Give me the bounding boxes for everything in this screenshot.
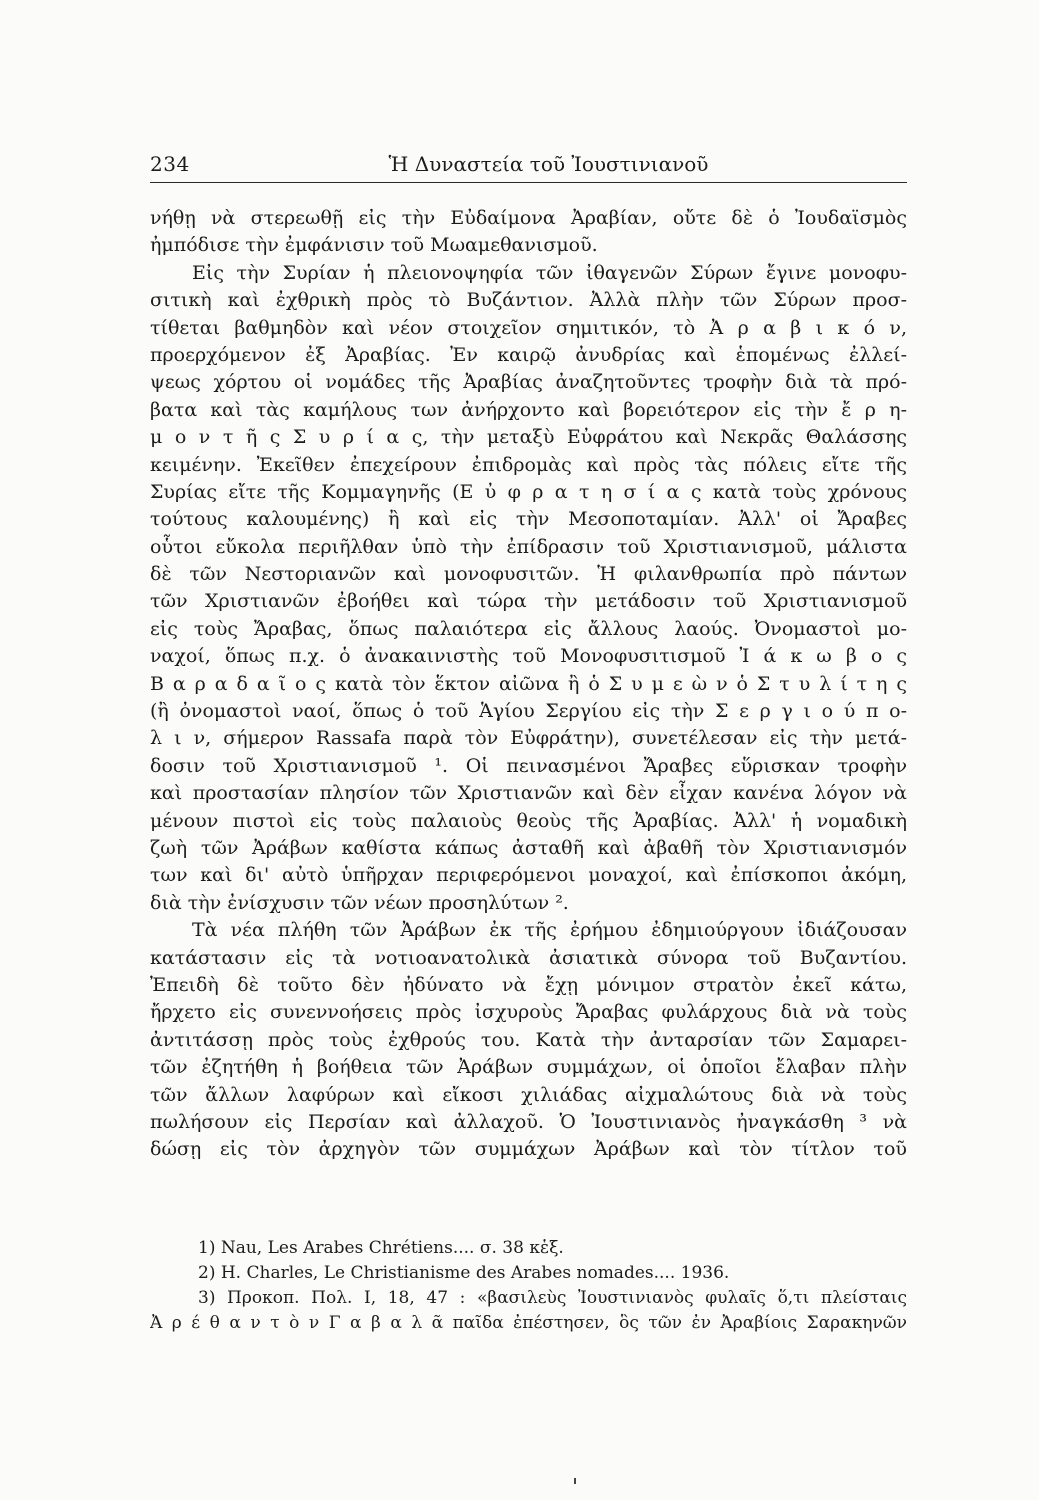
text-line: κατάστασιν εἰς τὰ νοτιοανατολικὰ ἀσιατικὰ σύνορα τοῦ Βυζαντίου. — [150, 946, 907, 969]
text-line: Συρίας εἴτε τῆς Κομμαγηνῆς (Ε ὐ φ ρ α τ η σ ί α ς κατὰ τοὺς χρόνους — [150, 480, 907, 503]
print-mark — [574, 1478, 576, 1484]
page-header — [150, 148, 907, 183]
text-line: μένουν πιστοὶ εἰς τοὺς παλαιοὺς θεοὺς τῆς Ἀραβίας. Ἀλλ' ἡ νομαδικὴ — [150, 809, 907, 832]
text-line: κειμένην. Ἐκεῖθεν ἐπεχείρουν ἐπιδρομὰς καὶ πρὸς τὰς πόλεις εἴτε τῆς — [150, 453, 907, 476]
text-line: Εἰς τὴν Συρίαν ἡ πλειονοψηφία τῶν ἰθαγενῶν Σύρων ἔγινε μονοφυ- — [192, 261, 907, 284]
text-line: των καὶ δι' αὐτὸ ὑπῆρχαν περιφερόμενοι μοναχοί, καὶ ἐπίσκοποι ἀκόμη, — [150, 864, 907, 887]
footnote: 1) Nau, Les Arabes Chrétiens.... σ. 38 κἑξ. — [198, 1238, 564, 1258]
text-line: ἠμπόδισε τὴν ἐμφάνισιν τοῦ Μωαμεθανισμοῦ. — [150, 234, 598, 257]
text-line: προερχόμενον ἐξ Ἀραβίας. Ἐν καιρῷ ἀνυδρίας καὶ ἑπομένως ἐλλεί- — [150, 343, 907, 366]
text-line: μ ο ν τ ῆ ς Σ υ ρ ί α ς, τὴν μεταξὺ Εὐφράτου καὶ Νεκρᾶς Θαλάσσης — [150, 426, 907, 449]
text-line: καὶ προστασίαν πλησίον τῶν Χριστιανῶν καὶ δὲν εἶχαν κανένα λόγον νὰ — [150, 782, 907, 805]
text-line: τῶν Χριστιανῶν ἐβοήθει καὶ τώρα τὴν μετάδοσιν τοῦ Χριστιανισμοῦ — [150, 590, 907, 613]
text-line: δὲ τῶν Νεστοριανῶν καὶ μονοφυσιτῶν. Ἡ φιλανθρωπία πρὸ πάντων — [150, 563, 907, 586]
footnote: 3) Προκοπ. Πολ. I, 18, 47 : «βασιλεὺς Ἰουστινιανὸς φυλαῖς ὅ,τι πλείσταις — [198, 1288, 907, 1308]
body-text — [150, 205, 907, 1164]
text-line: λ ι ν, σήμερον Rassafa παρὰ τὸν Εὐφράτην), συνετέλεσαν εἰς τὴν μετά- — [150, 727, 907, 750]
text-line: τῶν ἄλλων λαφύρων καὶ εἴκοσι χιλιάδας αἰχμαλώτους διὰ νὰ τοὺς — [150, 1083, 907, 1106]
text-line: σιτικὴ καὶ ἐχθρικὴ πρὸς τὸ Βυζάντιον. Ἀλλὰ πλὴν τῶν Σύρων προσ- — [150, 289, 907, 312]
text-line: οὗτοι εὔκολα περιῆλθαν ὑπὸ τὴν ἐπίδρασιν τοῦ Χριστιανισμοῦ, μάλιστα — [150, 535, 907, 558]
text-line: ψεως χόρτου οἱ νομάδες τῆς Ἀραβίας ἀναζητοῦντες τροφὴν διὰ τὰ πρό- — [150, 371, 907, 394]
page-number: 234 — [150, 152, 190, 176]
text-line: τούτους καλουμένης) ἢ καὶ εἰς τὴν Μεσοποταμίαν. Ἀλλ' οἱ Ἄραβες — [150, 508, 907, 531]
footnote: Ἀ ρ έ θ α ν τ ὸ ν Γ α β α λ ᾶ παῖδα ἐπέστησεν, ὃς τῶν ἐν Ἀραβίοις Σαρακηνῶν — [150, 1313, 907, 1333]
text-line: ἀντιτάσσῃ πρὸς τοὺς ἐχθρούς του. Κατὰ τὴν ἀνταρσίαν τῶν Σαμαρει- — [150, 1028, 907, 1051]
text-line: Τὰ νέα πλήθη τῶν Ἀράβων ἐκ τῆς ἐρήμου ἐδημιούργουν ἰδιάζουσαν — [192, 919, 907, 942]
text-line: δοσιν τοῦ Χριστιανισμοῦ ¹. Οἱ πεινασμένοι Ἄραβες εὕρισκαν τροφὴν — [150, 754, 907, 777]
text-line: πωλήσουν εἰς Περσίαν καὶ ἀλλαχοῦ. Ὁ Ἰουστινιανὸς ἠναγκάσθη ³ νὰ — [150, 1110, 907, 1133]
text-line: δώσῃ εἰς τὸν ἀρχηγὸν τῶν συμμάχων Ἀράβων καὶ τὸν τίτλον τοῦ — [150, 1138, 907, 1161]
text-line: ναχοί, ὅπως π.χ. ὁ ἀνακαινιστὴς τοῦ Μονοφυσιτισμοῦ Ἰ ά κ ω β ο ς — [150, 645, 907, 668]
text-line: τῶν ἐζητήθη ἡ βοήθεια τῶν Ἀράβων συμμάχων, οἱ ὁποῖοι ἔλαβαν πλὴν — [150, 1056, 907, 1079]
footnote: 2) H. Charles, Le Christianisme des Arabes nomades.... 1936. — [198, 1263, 730, 1283]
text-line: ἤρχετο εἰς συνεννοήσεις πρὸς ἰσχυροὺς Ἄραβας φυλάρχους διὰ νὰ τοὺς — [150, 1001, 907, 1024]
text-line: Β α ρ α δ α ῖ ο ς κατὰ τὸν ἕκτον αἰῶνα ἢ ὁ Σ υ μ ε ὼ ν ὁ Σ τ υ λ ί τ η ς — [150, 672, 907, 695]
footnotes — [150, 1236, 907, 1336]
text-line: διὰ τὴν ἐνίσχυσιν τῶν νέων προσηλύτων ². — [150, 891, 569, 914]
text-line: ζωὴ τῶν Ἀράβων καθίστα κάπως ἀσταθῆ καὶ ἀβαθῆ τὸν Χριστιανισμόν — [150, 836, 907, 859]
running-title: Ἡ Δυναστεία τοῦ Ἰουστινιανοῦ — [388, 152, 709, 176]
text-line: εἰς τοὺς Ἄραβας, ὅπως παλαιότερα εἰς ἄλλους λαούς. Ὀνομαστοὶ μο- — [150, 617, 907, 640]
text-line: (ἢ ὀνομαστοὶ ναοί, ὅπως ὁ τοῦ Ἁγίου Σεργίου εἰς τὴν Σ ε ρ γ ι ο ύ π ο- — [150, 700, 907, 723]
text-line: τίθεται βαθμηδὸν καὶ νέον στοιχεῖον σημιτικόν, τὸ Ἀ ρ α β ι κ ό ν, — [150, 316, 907, 339]
text-line: νήθῃ νὰ στερεωθῇ εἰς τὴν Εὐδαίμονα Ἀραβίαν, οὔτε δὲ ὁ Ἰουδαϊσμὸς — [150, 207, 907, 229]
text-line: Ἐπειδὴ δὲ τοῦτο δὲν ἠδύνατο νὰ ἔχῃ μόνιμον στρατὸν ἐκεῖ κάτω, — [150, 973, 907, 996]
text-line: βατα καὶ τὰς καμήλους των ἀνήρχοντο καὶ βορειότερον εἰς τὴν ἔ ρ η- — [150, 398, 907, 421]
